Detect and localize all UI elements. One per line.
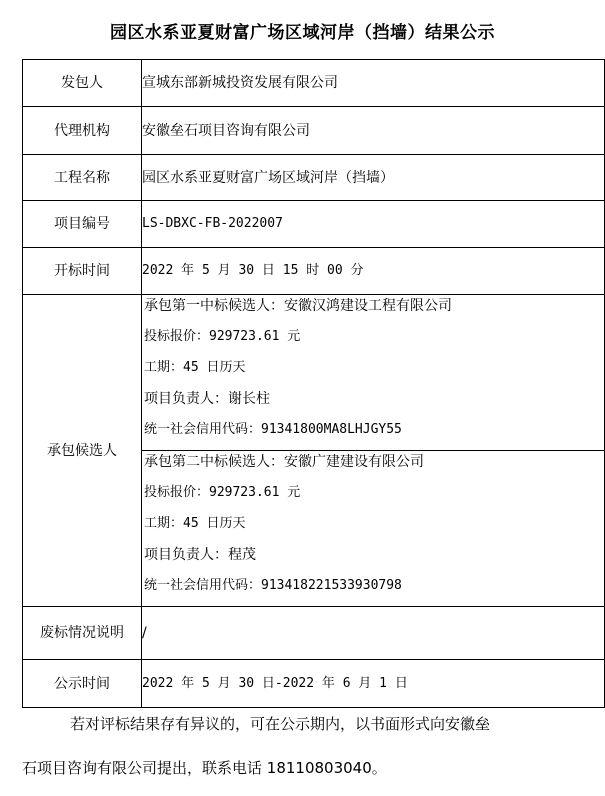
project-no-label: 项目编号 [23,201,142,248]
candidate-first-rank: 承包第一中标候选人：安徽汉鸿建设工程有限公司 [144,298,452,314]
employer-label: 发包人 [23,60,142,107]
table-row-void-info [23,607,605,660]
table-row-publicity-time [23,660,605,708]
result-table [22,59,605,708]
table-row-agency [23,107,605,155]
project-name-label: 工程名称 [23,155,142,201]
table-row-candidates [23,295,605,607]
candidate-second-duration: 工期：45 日历天 [144,516,246,531]
candidate-second-bid: 投标报价：929723.61 元 [144,485,301,500]
candidate-first-credit-code: 统一社会信用代码：91341800MA8LHJGY55 [144,422,402,437]
candidate-second-rank: 承包第二中标候选人：安徽广建建设有限公司 [144,454,424,470]
objection-notice-line1: 若对评标结果存有异议的，可在公示期内，以书面形式向安徽垒 [70,715,491,733]
void-info-value: / [142,607,605,660]
candidate-first-duration: 工期：45 日历天 [144,360,246,375]
candidate-second [142,450,604,606]
candidate-first-bid: 投标报价：929723.61 元 [144,329,301,344]
project-name-value: 园区水系亚夏财富广场区域河岸（挡墙） [142,155,605,201]
candidates-label: 承包候选人 [23,295,142,607]
candidate-second-credit-code: 统一社会信用代码：913418221533930798 [144,578,402,593]
publicity-time-label: 公示时间 [23,660,142,708]
document-title: 园区水系亚夏财富广场区域河岸（挡墙）结果公示 [110,23,495,43]
table-row-employer [23,60,605,107]
candidate-second-manager: 项目负责人：程茂 [144,547,256,563]
candidates-cell [142,295,605,607]
table-row-project-name [23,155,605,201]
open-time-label: 开标时间 [23,248,142,295]
candidate-first-manager: 项目负责人：谢长柱 [144,391,270,407]
agency-value: 安徽垒石项目咨询有限公司 [142,107,605,155]
table-row-open-time [23,248,605,295]
employer-value: 宣城东部新城投资发展有限公司 [142,60,605,107]
agency-label: 代理机构 [23,107,142,155]
publicity-time-value: 2022 年 5 月 30 日-2022 年 6 月 1 日 [142,660,605,708]
table-row-project-no [23,201,605,248]
objection-notice-line2: 石项目咨询有限公司提出，联系电话 18110803040。 [22,759,387,777]
void-info-label: 废标情况说明 [23,607,142,660]
candidate-first [142,295,604,450]
open-time-value: 2022 年 5 月 30 日 15 时 00 分 [142,248,605,295]
project-no-value: LS-DBXC-FB-2022007 [142,201,605,248]
